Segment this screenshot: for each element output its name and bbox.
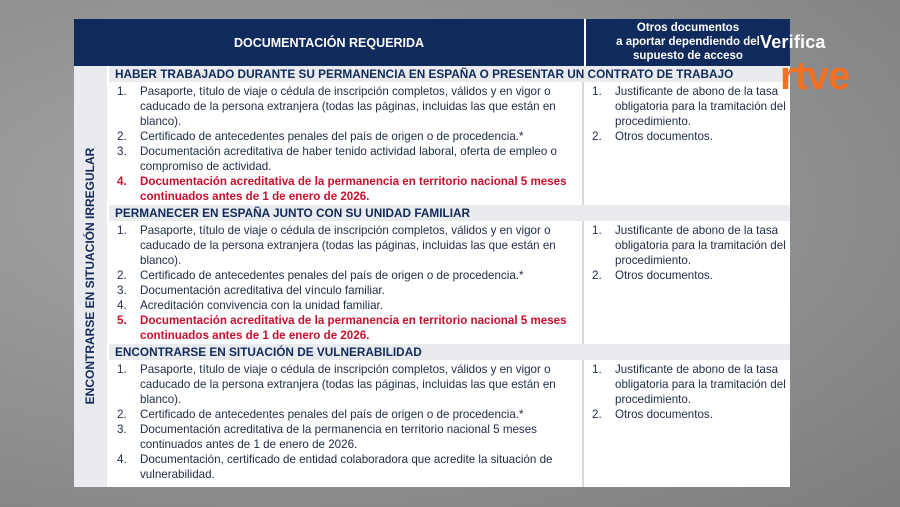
- item-number: 2.: [592, 130, 602, 143]
- required-list: [117, 223, 577, 343]
- item-text: Certificado de antecedentes penales del país de origen o de procedencia.*: [140, 408, 524, 421]
- other-item: [592, 223, 786, 268]
- required-item: [117, 313, 577, 343]
- item-text: Documentación acreditativa de la permanencia en territorio nacional 5 meses continuados antes de 1 de enero de 2026.: [140, 175, 567, 203]
- header-other-line2: a aportar dependiendo del: [616, 36, 760, 48]
- item-text: Otros documentos.: [615, 408, 713, 421]
- required-list: [117, 84, 577, 204]
- required-item: [117, 407, 577, 422]
- item-text: Justificante de abono de la tasa obligatoria para la tramitación del procedimiento.: [615, 85, 786, 128]
- item-text: Acreditación convivencia con la unidad familiar.: [140, 299, 383, 312]
- header-other-line3: supuesto de acceso: [633, 50, 743, 62]
- item-number: 1.: [117, 85, 127, 98]
- required-item: [117, 362, 577, 407]
- required-item: [117, 144, 577, 174]
- item-text: Documentación acreditativa de la permanencia en territorio nacional 5 meses continuados antes de 1 de enero de 2026.: [140, 423, 537, 451]
- item-number: 1.: [592, 85, 602, 98]
- item-number: 2.: [592, 269, 602, 282]
- item-number: 2.: [117, 269, 127, 282]
- item-number: 3.: [117, 284, 127, 297]
- other-item: [592, 84, 786, 129]
- item-number: 1.: [592, 363, 602, 376]
- item-text: Certificado de antecedentes penales del país de origen o de procedencia.*: [140, 269, 524, 282]
- item-text: Pasaporte, título de viaje o cédula de inscripción completos, válidos y en vigor o caducado de la persona extranjera (todas las páginas, incluidas las que están en blanco).: [140, 85, 556, 128]
- item-text: Documentación acreditativa del vínculo familiar.: [140, 284, 385, 297]
- required-item: [117, 223, 577, 268]
- table-header: [74, 19, 790, 66]
- item-number: 5.: [117, 314, 127, 327]
- item-number: 2.: [117, 130, 127, 143]
- item-number: 2.: [592, 408, 602, 421]
- rtve-wordmark: rtve: [780, 54, 850, 98]
- other-item: [592, 268, 786, 283]
- item-number: 1.: [117, 363, 127, 376]
- section-title-work: HABER TRABAJADO DURANTE SU PERMANENCIA EN ESPAÑA O PRESENTAR UN CONTRATO DE TRABAJO: [109, 66, 790, 82]
- verifica-wordmark: Verifica: [760, 32, 826, 52]
- other-list: [592, 84, 786, 144]
- other-item: [592, 129, 786, 144]
- header-required-docs: DOCUMENTACIÓN REQUERIDA: [74, 19, 586, 66]
- required-item: [117, 129, 577, 144]
- item-number: 4.: [117, 299, 127, 312]
- item-number: 2.: [117, 408, 127, 421]
- other-item: [592, 407, 786, 422]
- side-category-label: ENCONTRARSE EN SITUACIÓN IRREGULAR: [83, 147, 97, 405]
- header-other-line1: Otros documentos: [636, 22, 740, 34]
- requirements-table: [74, 19, 790, 487]
- section-title-vulnerability: ENCONTRARSE EN SITUACIÓN DE VULNERABILIDAD: [109, 344, 790, 360]
- item-text: Otros documentos.: [615, 130, 713, 143]
- section-vulnerability-required: [109, 360, 584, 487]
- item-text: Justificante de abono de la tasa obligatoria para la tramitación del procedimiento.: [615, 363, 786, 406]
- item-text: Pasaporte, título de viaje o cédula de inscripción completos, válidos y en vigor o caducado de la persona extranjera (todas las páginas, incluidas las que están en blanco).: [140, 363, 556, 406]
- item-text: Certificado de antecedentes penales del país de origen o de procedencia.*: [140, 130, 524, 143]
- section-work-required: [109, 82, 584, 205]
- section-vulnerability-other: [586, 360, 790, 487]
- required-item: [117, 84, 577, 129]
- item-text: Pasaporte, título de viaje o cédula de inscripción completos, válidos y en vigor o caducado de la persona extranjera (todas las páginas, incluidas las que están en blanco).: [140, 224, 556, 267]
- item-number: 1.: [117, 224, 127, 237]
- required-item: [117, 298, 577, 313]
- required-list: [117, 362, 577, 482]
- section-family-other: [586, 221, 790, 344]
- section-family-required: [109, 221, 584, 344]
- item-text: Justificante de abono de la tasa obligatoria para la tramitación del procedimiento.: [615, 224, 786, 267]
- other-item: [592, 362, 786, 407]
- required-item: [117, 283, 577, 298]
- rtve-verifica-logo: [758, 32, 878, 112]
- other-list: [592, 362, 786, 422]
- item-number: 4.: [117, 175, 127, 188]
- item-text: Documentación acreditativa de haber tenido actividad laboral, oferta de empleo o compromiso de actividad.: [140, 145, 557, 173]
- required-item: [117, 174, 577, 204]
- other-list: [592, 223, 786, 283]
- required-item: [117, 268, 577, 283]
- item-number: 3.: [117, 145, 127, 158]
- item-number: 1.: [592, 224, 602, 237]
- item-text: Otros documentos.: [615, 269, 713, 282]
- item-text: Documentación acreditativa de la permanencia en territorio nacional 5 meses continuados antes de 1 de enero de 2026.: [140, 314, 567, 342]
- item-number: 4.: [117, 453, 127, 466]
- side-category: [74, 66, 109, 487]
- required-item: [117, 452, 577, 482]
- item-number: 3.: [117, 423, 127, 436]
- item-text: Documentación, certificado de entidad colaboradora que acredite la situación de vulnerabilidad.: [140, 453, 553, 481]
- required-item: [117, 422, 577, 452]
- section-title-family: PERMANECER EN ESPAÑA JUNTO CON SU UNIDAD FAMILIAR: [109, 205, 790, 221]
